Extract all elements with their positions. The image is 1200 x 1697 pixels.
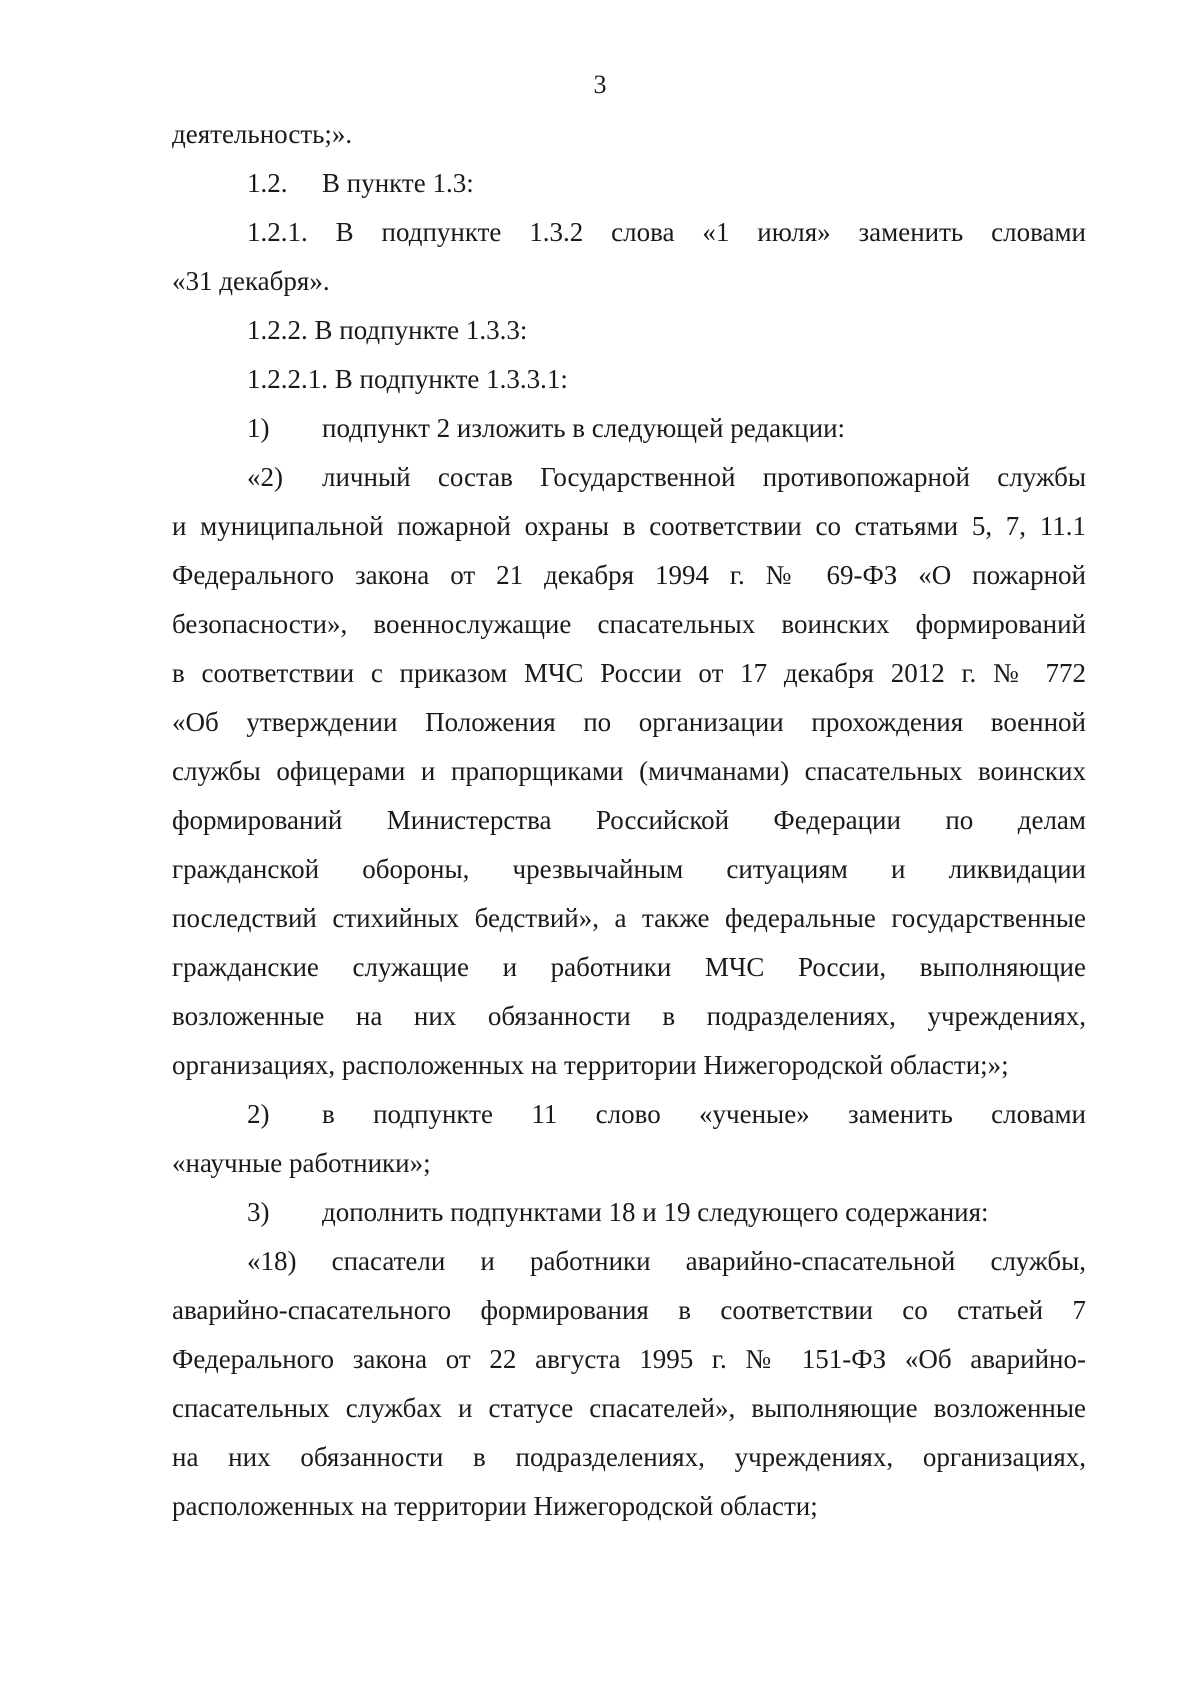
- text-line: [172, 502, 1086, 551]
- text-line: [172, 943, 1086, 992]
- text-line: [172, 992, 1086, 1041]
- line-text: последствий стихийных бедствий», а также федеральные государственные: [172, 903, 1086, 933]
- page-number: 3: [593, 70, 607, 99]
- text-line: [172, 1384, 1086, 1433]
- line-text: 1.2.2.1. В подпункте 1.3.3.1:: [247, 364, 568, 394]
- line-text: в подпункте 11 слово «ученые» заменить словами: [322, 1099, 1086, 1129]
- text-line: [172, 1188, 1086, 1237]
- text-line: [172, 355, 1086, 404]
- line-text: дополнить подпунктами 18 и 19 следующего содержания:: [322, 1197, 989, 1227]
- line-text: личный состав Государственной противопожарной службы: [322, 462, 1086, 492]
- text-line: [172, 306, 1086, 355]
- text-line: [172, 894, 1086, 943]
- line-text: возложенные на них обязанности в подразделениях, учреждениях,: [172, 1001, 1086, 1031]
- text-line: [172, 1433, 1086, 1482]
- line-text: и муниципальной пожарной охраны в соответствии со статьями 5, 7, 11.1: [172, 511, 1086, 541]
- text-line: [172, 1237, 1086, 1286]
- item-number: 1.2.: [247, 168, 288, 198]
- text-line: [172, 845, 1086, 894]
- text-line: [172, 1139, 1086, 1188]
- line-text: «научные работники»;: [172, 1148, 431, 1178]
- line-text: Федерального закона от 21 декабря 1994 г. № 69-ФЗ «О пожарной: [172, 560, 1086, 590]
- text-line: [172, 551, 1086, 600]
- line-text: гражданские служащие и работники МЧС России, выполняющие: [172, 952, 1086, 982]
- text-line: [172, 796, 1086, 845]
- line-text: «31 декабря».: [172, 266, 330, 296]
- line-text: расположенных на территории Нижегородской области;: [172, 1491, 818, 1521]
- text-line: [172, 649, 1086, 698]
- line-text: Федерального закона от 22 августа 1995 г. № 151-ФЗ «Об аварийно-: [172, 1344, 1086, 1374]
- text-line: [172, 1482, 1086, 1531]
- text-line: [172, 208, 1086, 257]
- line-text: «18) спасатели и работники аварийно-спасательной службы,: [247, 1246, 1086, 1276]
- line-text: подпункт 2 изложить в следующей редакции:: [322, 413, 846, 443]
- text-line: [172, 1090, 1086, 1139]
- line-text: «Об утверждении Положения по организации прохождения военной: [172, 707, 1086, 737]
- text-line: [172, 110, 1086, 159]
- item-number: «2): [247, 462, 283, 492]
- text-line: [172, 747, 1086, 796]
- line-text: в соответствии с приказом МЧС России от 17 декабря 2012 г. № 772: [172, 658, 1086, 688]
- line-text: безопасности», военнослужащие спасательных воинских формирований: [172, 609, 1086, 639]
- line-text: 1.2.2. В подпункте 1.3.3:: [247, 315, 528, 345]
- text-line: [172, 1286, 1086, 1335]
- text-line: [172, 159, 1086, 208]
- line-text: гражданской обороны, чрезвычайным ситуациям и ликвидации: [172, 854, 1086, 884]
- line-text: аварийно-спасательного формирования в соответствии со статьей 7: [172, 1295, 1086, 1325]
- item-number: 1): [247, 413, 270, 443]
- text-line: [172, 1041, 1086, 1090]
- line-text: 1.2.1. В подпункте 1.3.2 слова «1 июля» заменить словами: [247, 217, 1086, 247]
- item-number: 3): [247, 1197, 270, 1227]
- text-line: [172, 257, 1086, 306]
- line-text: формирований Министерства Российской Федерации по делам: [172, 805, 1086, 835]
- text-line: [172, 453, 1086, 502]
- line-text: на них обязанности в подразделениях, учреждениях, организациях,: [172, 1442, 1086, 1472]
- line-text: службы офицерами и прапорщиками (мичманами) спасательных воинских: [172, 756, 1086, 786]
- text-line: [172, 1335, 1086, 1384]
- text-line: [172, 600, 1086, 649]
- line-text: деятельность;».: [172, 119, 353, 149]
- document-body: [172, 110, 1086, 1531]
- text-line: [172, 404, 1086, 453]
- text-line: [172, 698, 1086, 747]
- line-text: организациях, расположенных на территории Нижегородской области;»;: [172, 1050, 1009, 1080]
- line-text: В пункте 1.3:: [322, 168, 474, 198]
- line-text: спасательных службах и статусе спасателей», выполняющие возложенные: [172, 1393, 1086, 1423]
- item-number: 2): [247, 1099, 270, 1129]
